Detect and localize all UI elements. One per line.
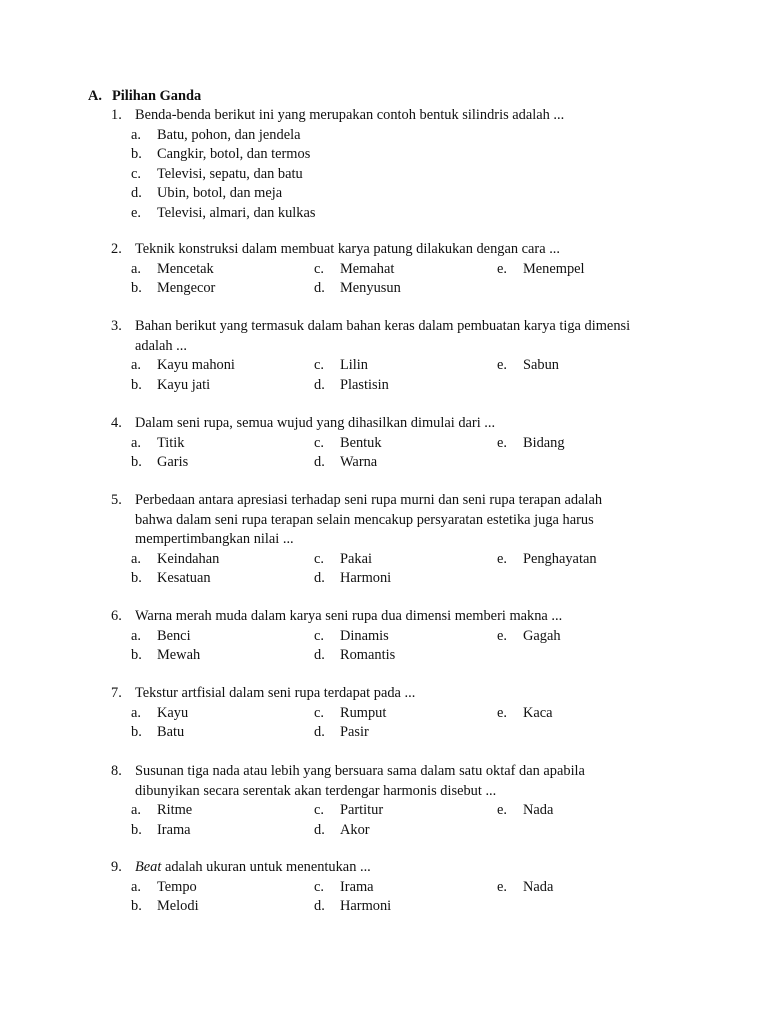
option-text: Kayu mahoni bbox=[157, 357, 235, 373]
option-text: Memahat bbox=[340, 260, 395, 277]
option-letter: b. bbox=[131, 898, 142, 914]
option-b[interactable] bbox=[131, 821, 314, 841]
option-letter: d. bbox=[314, 454, 325, 470]
option-text: Partitur bbox=[340, 802, 384, 818]
option-text: Lilin bbox=[340, 357, 368, 373]
option-text: Penghayatan bbox=[523, 550, 597, 567]
option-row bbox=[111, 260, 681, 280]
option-letter: e. bbox=[131, 204, 141, 221]
option-text: Ubin, botol, dan meja bbox=[157, 185, 283, 201]
question-6 bbox=[111, 607, 681, 666]
option-row bbox=[111, 897, 681, 917]
option-text: Warna bbox=[340, 454, 378, 470]
option-letter: b. bbox=[131, 724, 142, 740]
option-c[interactable] bbox=[314, 550, 497, 570]
option-text: Bidang bbox=[523, 434, 565, 451]
question-stem bbox=[111, 106, 681, 126]
option-row bbox=[111, 704, 681, 724]
option-letter: a. bbox=[131, 357, 141, 373]
question-number: 2. bbox=[111, 241, 122, 257]
question-text: Benda-benda berikut ini yang merupakan contoh bentuk silindris adalah ... bbox=[135, 107, 565, 123]
option-letter: c. bbox=[314, 802, 324, 818]
option-row bbox=[111, 627, 681, 647]
option-letter: c. bbox=[314, 357, 324, 373]
option-letter: d. bbox=[314, 821, 325, 838]
option-a[interactable] bbox=[131, 627, 314, 647]
option-letter: c. bbox=[131, 165, 141, 182]
option-text: Televisi, almari, dan kulkas bbox=[157, 204, 316, 221]
option-b[interactable] bbox=[131, 453, 314, 473]
question-text bbox=[135, 491, 602, 550]
question-stem bbox=[111, 414, 681, 434]
option-c[interactable] bbox=[111, 165, 681, 185]
option-d[interactable] bbox=[314, 376, 497, 396]
question-7 bbox=[111, 684, 681, 743]
option-text: Tempo bbox=[157, 878, 197, 895]
option-letter: c. bbox=[314, 627, 324, 644]
section-title: Pilihan Ganda bbox=[112, 88, 202, 104]
option-c[interactable] bbox=[314, 627, 497, 647]
option-text: Harmoni bbox=[340, 898, 392, 914]
option-letter: e. bbox=[497, 550, 507, 567]
option-text: Irama bbox=[157, 821, 191, 838]
option-letter: b. bbox=[131, 376, 142, 393]
option-text: Nada bbox=[523, 802, 554, 818]
option-text: Titik bbox=[157, 434, 185, 451]
option-letter: d. bbox=[314, 376, 325, 393]
option-letter: e. bbox=[497, 434, 507, 451]
option-e[interactable] bbox=[497, 627, 680, 647]
option-row bbox=[111, 569, 681, 589]
question-number: 1. bbox=[111, 107, 122, 123]
option-letter: a. bbox=[131, 802, 141, 818]
question-text-italic: Beat bbox=[135, 859, 162, 875]
option-d[interactable] bbox=[314, 569, 497, 589]
question-text-line: dibunyikan secara serentak akan terdengar harmonis disebut ... bbox=[135, 782, 497, 799]
option-letter: e. bbox=[497, 878, 507, 895]
option-text: Nada bbox=[523, 878, 554, 895]
option-text: Rumput bbox=[340, 704, 387, 721]
option-text: Batu, pohon, dan jendela bbox=[157, 126, 301, 143]
option-e[interactable] bbox=[497, 260, 680, 280]
option-d[interactable] bbox=[314, 453, 497, 473]
option-b[interactable] bbox=[111, 145, 681, 165]
option-text: Kesatuan bbox=[157, 570, 211, 586]
question-2 bbox=[111, 240, 681, 299]
option-row bbox=[111, 878, 681, 898]
option-e[interactable] bbox=[497, 356, 680, 376]
question-number: 5. bbox=[111, 492, 122, 508]
question-8 bbox=[111, 762, 681, 840]
question-text-line: Perbedaan antara apresiasi terhadap seni rupa murni dan seni rupa terapan adalah bbox=[135, 492, 603, 508]
question-number: 9. bbox=[111, 859, 122, 875]
option-text: Romantis bbox=[340, 647, 396, 663]
option-text: Dinamis bbox=[340, 627, 389, 644]
section-heading bbox=[88, 86, 201, 106]
question-stem bbox=[111, 240, 681, 260]
question-text-line: Bahan berikut yang termasuk dalam bahan keras dalam pembuatan karya tiga dimensi bbox=[135, 318, 631, 334]
option-text: Mewah bbox=[157, 647, 201, 663]
question-text: Dalam seni rupa, semua wujud yang dihasilkan dimulai dari ... bbox=[135, 415, 496, 431]
option-a[interactable] bbox=[131, 434, 314, 454]
option-row bbox=[111, 356, 681, 376]
question-text-line: bahwa dalam seni rupa terapan selain mencakup persyaratan estetika juga harus bbox=[135, 511, 594, 528]
option-c[interactable] bbox=[314, 704, 497, 724]
option-row bbox=[111, 279, 681, 299]
option-letter: b. bbox=[131, 570, 142, 586]
option-a[interactable] bbox=[131, 878, 314, 898]
option-a[interactable] bbox=[111, 126, 681, 146]
option-letter: c. bbox=[314, 878, 324, 895]
question-5 bbox=[111, 491, 681, 589]
option-c[interactable] bbox=[314, 801, 497, 821]
option-text: Sabun bbox=[523, 357, 559, 373]
question-number: 6. bbox=[111, 608, 122, 624]
question-text-rest: adalah ukuran untuk menentukan ... bbox=[161, 859, 371, 875]
option-letter: c. bbox=[314, 434, 324, 451]
option-text: Akor bbox=[340, 821, 370, 838]
question-text: Tekstur artfisial dalam seni rupa terdapat pada ... bbox=[135, 685, 416, 701]
option-row bbox=[111, 550, 681, 570]
question-text bbox=[135, 317, 630, 356]
option-letter: c. bbox=[314, 704, 324, 721]
option-text: Mencetak bbox=[157, 260, 214, 277]
option-text: Mengecor bbox=[157, 280, 216, 296]
question-text: Warna merah muda dalam karya seni rupa dua dimensi memberi makna ... bbox=[135, 608, 563, 624]
option-letter: e. bbox=[497, 627, 507, 644]
option-letter: b. bbox=[131, 647, 142, 663]
question-4 bbox=[111, 414, 681, 473]
option-b[interactable] bbox=[131, 376, 314, 396]
option-c[interactable] bbox=[314, 356, 497, 376]
option-text: Cangkir, botol, dan termos bbox=[157, 146, 311, 162]
section-letter: A. bbox=[88, 88, 102, 104]
question-text bbox=[135, 858, 371, 878]
option-text: Irama bbox=[340, 878, 374, 895]
option-letter: c. bbox=[314, 260, 324, 277]
option-text: Kaca bbox=[523, 704, 553, 721]
question-text: Teknik konstruksi dalam membuat karya patung dilakukan dengan cara ... bbox=[135, 241, 560, 257]
option-letter: d. bbox=[314, 570, 325, 586]
option-text: Batu bbox=[157, 724, 185, 740]
option-d[interactable] bbox=[314, 723, 497, 743]
question-9 bbox=[111, 858, 681, 917]
option-letter: e. bbox=[497, 357, 507, 373]
option-row bbox=[111, 434, 681, 454]
option-letter: a. bbox=[131, 704, 141, 721]
option-e[interactable] bbox=[497, 704, 680, 724]
option-letter: a. bbox=[131, 260, 141, 277]
option-letter: a. bbox=[131, 550, 141, 567]
question-text-line: Susunan tiga nada atau lebih yang bersuara sama dalam satu oktaf dan apabila bbox=[135, 763, 585, 779]
option-d[interactable] bbox=[314, 646, 497, 666]
option-letter: b. bbox=[131, 454, 142, 470]
option-b[interactable] bbox=[131, 569, 314, 589]
option-a[interactable] bbox=[131, 550, 314, 570]
option-text: Menyusun bbox=[340, 280, 401, 296]
option-text: Garis bbox=[157, 454, 189, 470]
option-letter: e. bbox=[497, 704, 507, 721]
option-c[interactable] bbox=[314, 260, 497, 280]
option-d[interactable] bbox=[314, 897, 497, 917]
option-letter: a. bbox=[131, 434, 141, 451]
question-text-line: mempertimbangkan nilai ... bbox=[135, 531, 294, 547]
option-letter: a. bbox=[131, 627, 141, 644]
option-a[interactable] bbox=[131, 356, 314, 376]
option-text: Melodi bbox=[157, 898, 199, 914]
option-text: Harmoni bbox=[340, 570, 392, 586]
question-stem bbox=[111, 491, 681, 550]
question-number: 3. bbox=[111, 318, 122, 334]
option-text: Ritme bbox=[157, 802, 193, 818]
option-letter: a. bbox=[131, 878, 141, 895]
question-text-line: adalah ... bbox=[135, 337, 187, 354]
option-text: Televisi, sepatu, dan batu bbox=[157, 165, 303, 182]
question-text bbox=[135, 762, 585, 801]
option-letter: d. bbox=[314, 898, 325, 914]
option-letter: e. bbox=[497, 260, 507, 277]
option-a[interactable] bbox=[131, 704, 314, 724]
option-b[interactable] bbox=[131, 897, 314, 917]
option-letter: e. bbox=[497, 802, 507, 818]
option-d[interactable] bbox=[314, 279, 497, 299]
question-stem bbox=[111, 684, 681, 704]
option-row bbox=[111, 801, 681, 821]
option-c[interactable] bbox=[314, 878, 497, 898]
option-letter: a. bbox=[131, 126, 141, 143]
question-stem bbox=[111, 858, 681, 878]
option-e[interactable] bbox=[497, 434, 680, 454]
option-b[interactable] bbox=[131, 279, 314, 299]
option-row bbox=[111, 453, 681, 473]
option-text: Pakai bbox=[340, 550, 372, 567]
option-d[interactable] bbox=[111, 184, 681, 204]
option-letter: b. bbox=[131, 821, 142, 838]
option-a[interactable] bbox=[131, 801, 314, 821]
option-row bbox=[111, 376, 681, 396]
option-letter: b. bbox=[131, 146, 142, 162]
option-letter: c. bbox=[314, 550, 324, 567]
option-text: Keindahan bbox=[157, 550, 220, 567]
option-text: Pasir bbox=[340, 724, 369, 740]
option-c[interactable] bbox=[314, 434, 497, 454]
question-number: 8. bbox=[111, 763, 122, 779]
option-text: Gagah bbox=[523, 627, 561, 644]
option-letter: d. bbox=[314, 280, 325, 296]
option-text: Menempel bbox=[523, 260, 585, 277]
question-stem bbox=[111, 317, 681, 356]
option-letter: d. bbox=[314, 724, 325, 740]
question-stem bbox=[111, 607, 681, 627]
question-number: 4. bbox=[111, 415, 122, 431]
option-row bbox=[111, 723, 681, 743]
option-d[interactable] bbox=[314, 821, 497, 841]
option-text: Kayu jati bbox=[157, 376, 211, 393]
option-row bbox=[111, 646, 681, 666]
option-list bbox=[111, 126, 681, 224]
question-stem bbox=[111, 762, 681, 801]
option-text: Kayu bbox=[157, 704, 189, 721]
question-1 bbox=[111, 106, 681, 223]
option-text: Benci bbox=[157, 627, 191, 644]
option-e[interactable] bbox=[497, 550, 680, 570]
question-number: 7. bbox=[111, 685, 122, 701]
option-e[interactable] bbox=[497, 801, 680, 821]
option-e[interactable] bbox=[111, 204, 681, 224]
option-text: Plastisin bbox=[340, 376, 389, 393]
option-b[interactable] bbox=[131, 646, 314, 666]
option-letter: d. bbox=[131, 185, 142, 201]
question-3 bbox=[111, 317, 681, 395]
option-row bbox=[111, 821, 681, 841]
option-letter: b. bbox=[131, 280, 142, 296]
option-a[interactable] bbox=[131, 260, 314, 280]
option-e[interactable] bbox=[497, 878, 680, 898]
option-b[interactable] bbox=[131, 723, 314, 743]
option-text: Bentuk bbox=[340, 434, 382, 451]
option-letter: d. bbox=[314, 647, 325, 663]
